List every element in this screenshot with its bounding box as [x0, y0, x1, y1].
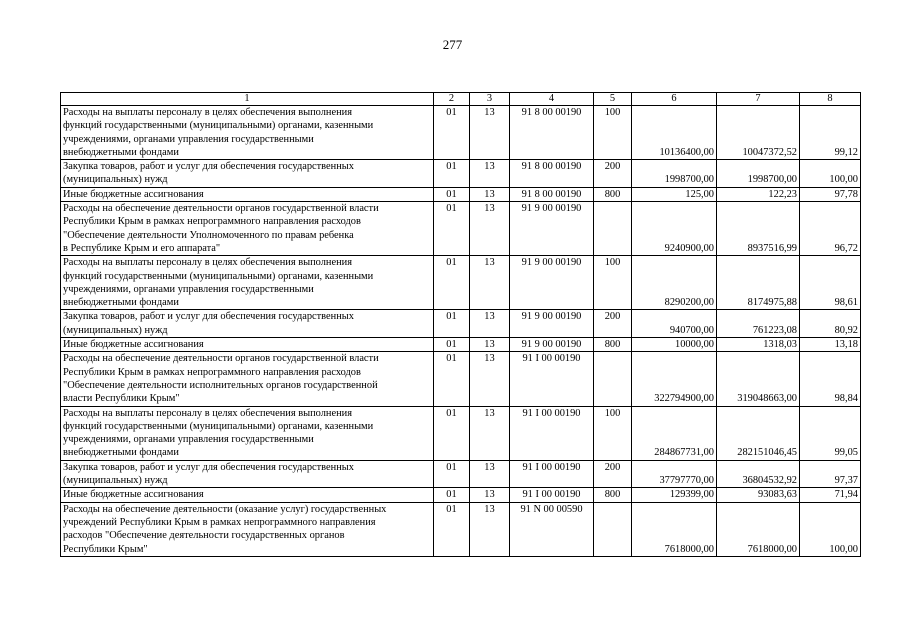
expense-type-code	[594, 202, 632, 256]
expense-type-code: 100	[594, 406, 632, 460]
description-line: (муниципальных) нужд	[63, 475, 168, 487]
planned-amount: 322794900,00	[632, 352, 717, 406]
executed-amount: 8174975,88	[717, 256, 800, 310]
header-cell-3: 3	[470, 93, 510, 106]
planned-amount: 940700,00	[632, 310, 717, 338]
expense-type-code: 800	[594, 488, 632, 502]
description-line: функций государственными (муниципальными) органами, казенными	[63, 420, 374, 432]
budget-table	[60, 92, 861, 557]
expense-description	[61, 460, 434, 488]
expense-description	[61, 202, 434, 256]
planned-amount: 10136400,00	[632, 106, 717, 160]
description-line: расходов "Обеспечение деятельности государственных органов	[63, 530, 345, 542]
expense-type-code: 200	[594, 160, 632, 188]
description-line: функций государственными (муниципальными) органами, казенными	[63, 270, 374, 282]
expense-type-code: 100	[594, 256, 632, 310]
execution-percent: 71,94	[800, 488, 861, 502]
description-line: внебюджетными фондами	[63, 297, 179, 309]
execution-percent: 100,00	[800, 502, 861, 556]
description-line: (муниципальных) нужд	[63, 174, 168, 186]
description-line: власти Республики Крым"	[63, 393, 180, 405]
expense-description	[61, 338, 434, 352]
executed-amount: 761223,08	[717, 310, 800, 338]
section-code: 01	[434, 338, 470, 352]
section-code: 01	[434, 460, 470, 488]
description-line: "Обеспечение деятельности Уполномоченного по правам ребенка	[63, 229, 354, 241]
description-line: Расходы на обеспечение деятельности (оказание услуг) государственных	[63, 503, 387, 515]
table-row	[61, 338, 861, 352]
header-cell-5: 5	[594, 93, 632, 106]
description-line: функций государственными (муниципальными) органами, казенными	[63, 120, 374, 132]
table-row	[61, 160, 861, 188]
description-line: учреждениями, органами управления государственными	[63, 283, 314, 295]
execution-percent: 96,72	[800, 202, 861, 256]
planned-amount: 9240900,00	[632, 202, 717, 256]
description-line: Закупка товаров, работ и услуг для обеспечения государственных	[63, 161, 354, 173]
expense-type-code: 100	[594, 106, 632, 160]
description-line: "Обеспечение деятельности исполнительных органов государственной	[63, 379, 378, 391]
section-code: 01	[434, 160, 470, 188]
page-number: 277	[442, 37, 463, 52]
executed-amount: 93083,63	[717, 488, 800, 502]
table-row	[61, 352, 861, 406]
target-article-code: 91 8 00 00190	[510, 106, 594, 160]
description-line: Республики Крым в рамках непрограммного направления расходов	[63, 366, 361, 378]
section-code: 01	[434, 187, 470, 201]
description-line: Расходы на выплаты персоналу в целях обеспечения выполнения	[63, 107, 352, 118]
planned-amount: 1998700,00	[632, 160, 717, 188]
execution-percent: 80,92	[800, 310, 861, 338]
execution-percent: 99,05	[800, 406, 861, 460]
header-cell-1: 1	[61, 93, 434, 106]
table-row	[61, 310, 861, 338]
description-line: Закупка товаров, работ и услуг для обеспечения государственных	[63, 461, 354, 473]
executed-amount: 36804532,92	[717, 460, 800, 488]
header-cell-4: 4	[510, 93, 594, 106]
planned-amount: 37797770,00	[632, 460, 717, 488]
table-row	[61, 488, 861, 502]
description-line: внебюджетными фондами	[63, 447, 179, 459]
execution-percent: 13,18	[800, 338, 861, 352]
subsection-code: 13	[470, 106, 510, 160]
target-article-code: 91 9 00 00190	[510, 202, 594, 256]
section-code: 01	[434, 310, 470, 338]
description-line: Расходы на выплаты персоналу в целях обеспечения выполнения	[63, 257, 352, 269]
executed-amount: 7618000,00	[717, 502, 800, 556]
executed-amount: 1998700,00	[717, 160, 800, 188]
subsection-code: 13	[470, 160, 510, 188]
expense-type-code: 800	[594, 187, 632, 201]
expense-type-code: 200	[594, 460, 632, 488]
execution-percent: 98,61	[800, 256, 861, 310]
description-line: Расходы на обеспечение деятельности органов государственной власти	[63, 203, 379, 215]
description-line: Иные бюджетные ассигнования	[63, 339, 204, 351]
description-line: (муниципальных) нужд	[63, 324, 168, 336]
header-cell-2: 2	[434, 93, 470, 106]
description-line: учреждений Республики Крым в рамках непрограммного направления	[63, 516, 376, 528]
planned-amount: 284867731,00	[632, 406, 717, 460]
description-line: Республики Крым в рамках непрограммного направления расходов	[63, 216, 361, 228]
table-row	[61, 406, 861, 460]
expense-description	[61, 187, 434, 201]
execution-percent: 100,00	[800, 160, 861, 188]
target-article-code: 91 I 00 00190	[510, 488, 594, 502]
description-line: внебюджетными фондами	[63, 146, 179, 158]
table-row	[61, 187, 861, 201]
subsection-code: 13	[470, 406, 510, 460]
executed-amount: 10047372,52	[717, 106, 800, 160]
description-line: Закупка товаров, работ и услуг для обеспечения государственных	[63, 311, 354, 323]
subsection-code: 13	[470, 352, 510, 406]
planned-amount: 10000,00	[632, 338, 717, 352]
target-article-code: 91 I 00 00190	[510, 460, 594, 488]
execution-percent: 99,12	[800, 106, 861, 160]
header-cell-6: 6	[632, 93, 717, 106]
description-line: в Республике Крым и его аппарата"	[63, 242, 221, 254]
table-row	[61, 502, 861, 556]
table-body	[61, 93, 861, 557]
subsection-code: 13	[470, 310, 510, 338]
section-code: 01	[434, 488, 470, 502]
header-row	[61, 93, 861, 106]
target-article-code: 91 I 00 00190	[510, 406, 594, 460]
planned-amount: 125,00	[632, 187, 717, 201]
table-row	[61, 256, 861, 310]
execution-percent: 98,84	[800, 352, 861, 406]
expense-description	[61, 352, 434, 406]
executed-amount: 319048663,00	[717, 352, 800, 406]
expense-type-code	[594, 502, 632, 556]
expense-description	[61, 256, 434, 310]
execution-percent: 97,78	[800, 187, 861, 201]
expense-description	[61, 406, 434, 460]
target-article-code: 91 9 00 00190	[510, 256, 594, 310]
planned-amount: 129399,00	[632, 488, 717, 502]
subsection-code: 13	[470, 338, 510, 352]
expense-type-code	[594, 352, 632, 406]
target-article-code: 91 8 00 00190	[510, 187, 594, 201]
header-cell-8: 8	[800, 93, 861, 106]
expense-description	[61, 502, 434, 556]
execution-percent: 97,37	[800, 460, 861, 488]
expense-description	[61, 106, 434, 160]
target-article-code: 91 9 00 00190	[510, 310, 594, 338]
expense-description	[61, 310, 434, 338]
subsection-code: 13	[470, 488, 510, 502]
description-line: Иные бюджетные ассигнования	[63, 489, 204, 501]
description-line: Расходы на обеспечение деятельности органов государственной власти	[63, 353, 379, 365]
section-code: 01	[434, 202, 470, 256]
subsection-code: 13	[470, 187, 510, 201]
expense-type-code: 200	[594, 310, 632, 338]
expense-type-code: 800	[594, 338, 632, 352]
table-row	[61, 202, 861, 256]
executed-amount: 282151046,45	[717, 406, 800, 460]
section-code: 01	[434, 406, 470, 460]
section-code: 01	[434, 502, 470, 556]
subsection-code: 13	[470, 202, 510, 256]
planned-amount: 7618000,00	[632, 502, 717, 556]
subsection-code: 13	[470, 256, 510, 310]
expense-description	[61, 488, 434, 502]
table-row	[61, 106, 861, 160]
target-article-code: 91 9 00 00190	[510, 338, 594, 352]
planned-amount: 8290200,00	[632, 256, 717, 310]
description-line: Иные бюджетные ассигнования	[63, 188, 204, 200]
description-line: учреждениями, органами управления государственными	[63, 434, 314, 446]
section-code: 01	[434, 256, 470, 310]
subsection-code: 13	[470, 502, 510, 556]
executed-amount: 8937516,99	[717, 202, 800, 256]
section-code: 01	[434, 106, 470, 160]
table-row	[61, 460, 861, 488]
header-cell-7: 7	[717, 93, 800, 106]
description-line: учреждениями, органами управления государственными	[63, 133, 314, 145]
description-line: Республики Крым"	[63, 543, 148, 555]
subsection-code: 13	[470, 460, 510, 488]
target-article-code: 91 I 00 00190	[510, 352, 594, 406]
target-article-code: 91 N 00 00590	[510, 502, 594, 556]
target-article-code: 91 8 00 00190	[510, 160, 594, 188]
expense-description	[61, 160, 434, 188]
executed-amount: 122,23	[717, 187, 800, 201]
section-code: 01	[434, 352, 470, 406]
executed-amount: 1318,03	[717, 338, 800, 352]
description-line: Расходы на выплаты персоналу в целях обеспечения выполнения	[63, 407, 352, 419]
